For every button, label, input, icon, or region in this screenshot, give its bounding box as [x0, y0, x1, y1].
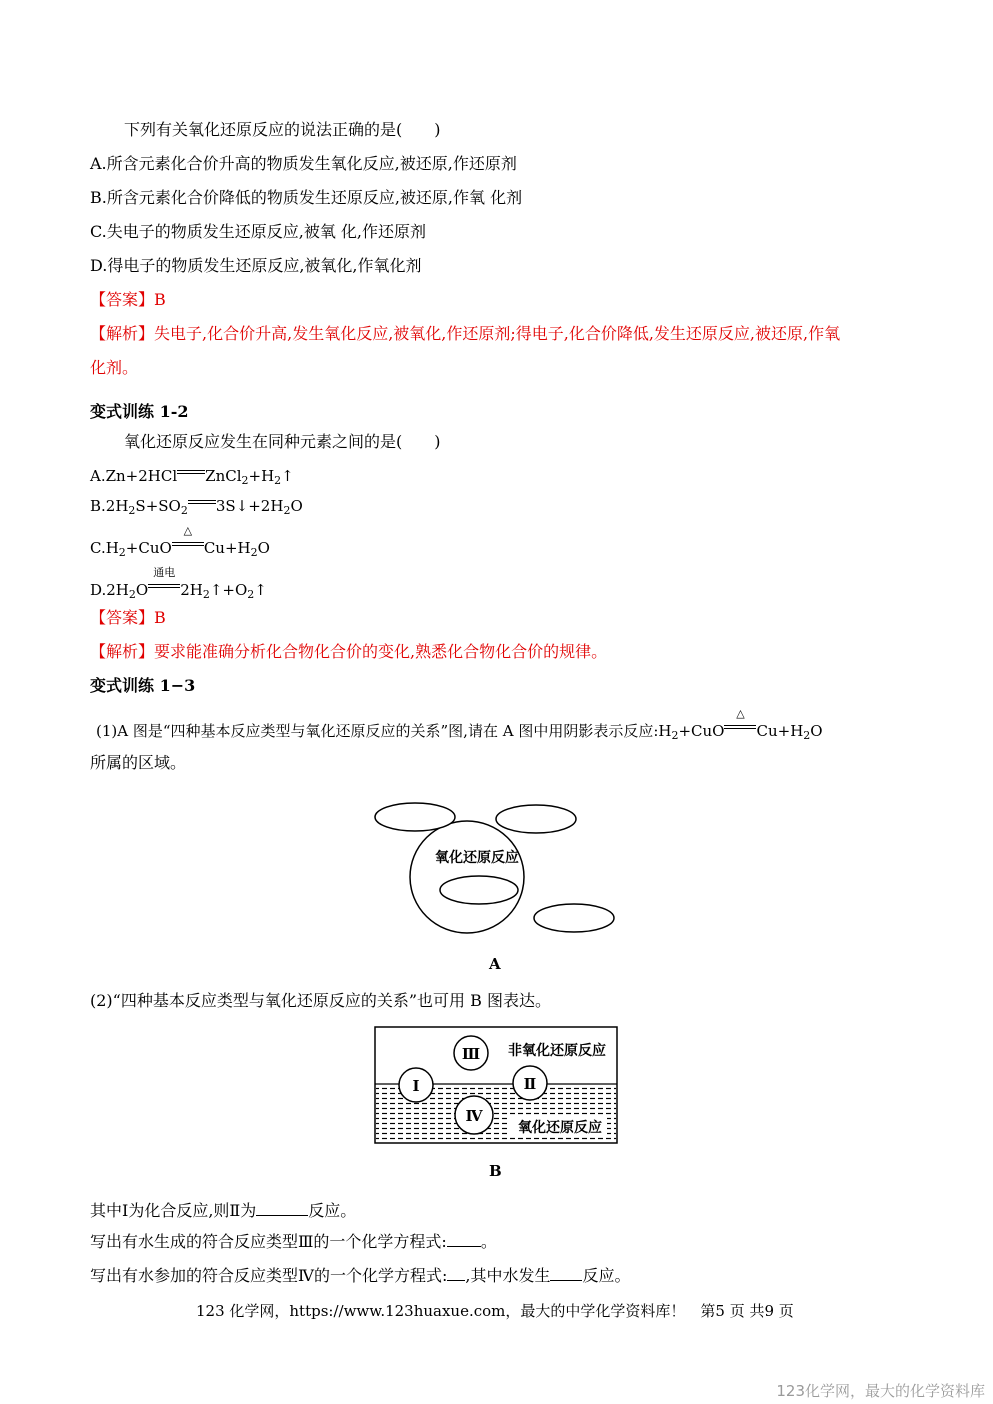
q2-answer	[90, 608, 166, 628]
q3-part1-cont: 所属的区域。	[90, 753, 187, 772]
blank-field[interactable]	[550, 1264, 582, 1281]
q2-option-a: A.Zn+2HCl $ZnCl_2+H_2↑$	[90, 467, 294, 487]
q1-stem: 下列有关氧化还原反应的说法正确的是( )	[124, 120, 441, 139]
answer-label: 【答案】	[90, 608, 155, 627]
q1-option-d: D.得电子的物质发生还原反应,被氧化,作氧化剂	[90, 256, 422, 275]
q3-line3: 写出有水参加的符合反应类型Ⅳ的一个化学方程式: ,其中水发生 反应。	[90, 1266, 631, 1285]
page-footer: 123 化学网，https://www.123huaxue.com，最大的中学化学资料库！ 第5 页 共9 页	[196, 1302, 794, 1320]
redox-label: 氧化还原反应	[518, 1120, 602, 1136]
q1-analysis	[90, 324, 840, 344]
figure-a-center-label: 氧化还原反应	[435, 850, 519, 866]
circle-iii-label: Ⅲ	[461, 1045, 481, 1063]
circle-iv-label: Ⅳ	[465, 1107, 483, 1125]
ellipse-bottom-right	[534, 904, 614, 932]
blank-field[interactable]	[256, 1199, 308, 1216]
blank-field[interactable]	[447, 1230, 481, 1247]
analysis-label: 【解析】	[90, 324, 155, 343]
heat-condition: △	[172, 539, 204, 553]
figure-b-caption: B	[489, 1162, 502, 1180]
electrolysis-condition: 通电	[148, 581, 180, 595]
answer-label: 【答案】	[90, 290, 155, 309]
q1-option-a: A.所含元素化合价升高的物质发生氧化反应,被还原,作还原剂	[90, 154, 517, 173]
q3-line1: 其中Ⅰ为化合反应,则Ⅱ为 反应。	[90, 1201, 357, 1220]
q2-option-d: $D.2H_2O$ 通电 $2H_2↑+O_2↑$	[90, 566, 267, 601]
non-redox-label: 非氧化还原反应	[508, 1043, 606, 1059]
q1-option-b: B.所含元素化合价降低的物质发生还原反应,被还原,作氧 化剂	[90, 188, 523, 207]
q3-line2: 写出有水生成的符合反应类型Ⅲ的一个化学方程式: 。	[90, 1232, 497, 1251]
answer-value: B	[154, 608, 166, 627]
q1-answer	[90, 290, 166, 310]
analysis-text: 要求能准确分析化合物化合价的变化,熟悉化合物化合价的规律。	[154, 642, 608, 661]
q2-analysis	[90, 642, 607, 662]
q2-option-b: $B.2H_2S+SO_2$ $3S↓+2H_2O$	[90, 497, 303, 517]
ellipse-inside	[440, 876, 518, 904]
equals-sign	[188, 497, 216, 511]
q2-option-c: $C.H_2+CuO$ △ $Cu+H_2O$	[90, 524, 270, 559]
equals-sign	[177, 467, 205, 481]
answer-value: B	[154, 290, 166, 309]
q2-heading: 变式训练 1-2	[90, 402, 189, 421]
figure-a-caption: A	[489, 955, 501, 973]
circle-i-label: Ⅰ	[412, 1077, 420, 1095]
circle-ii-label: Ⅱ	[523, 1075, 537, 1093]
q3-part2: (2)“四种基本反应类型与氧化还原反应的关系”也可用 B 图表达。	[90, 991, 551, 1010]
ellipse-top-left	[375, 803, 455, 831]
q3-part1: (1)A 图是“四种基本反应类型与氧化还原反应的关系”图,请在 A 图中用阴影表示反应$:H_2+CuO$ △ $Cu+H_2O$	[96, 707, 823, 742]
q1-option-c: C.失电子的物质发生还原反应,被氧 化,作还原剂	[90, 222, 427, 241]
analysis-label: 【解析】	[90, 642, 155, 661]
figure-b	[374, 1026, 620, 1146]
watermark: 123化学网，最大的化学资料库	[776, 1382, 985, 1400]
q3-heading: 变式训练 1−3	[90, 676, 196, 695]
analysis-text: 失电子,化合价升高,发生氧化反应,被氧化,作还原剂;得电子,化合价降低,发生还原反应,被还原,作氧	[154, 324, 841, 343]
q2-stem: 氧化还原反应发生在同种元素之间的是( )	[124, 432, 441, 451]
heat-condition: △	[724, 722, 756, 736]
ellipse-top-right	[496, 805, 576, 833]
figure-a	[370, 790, 620, 940]
blank-field[interactable]	[447, 1264, 465, 1281]
q1-analysis-cont: 化剂。	[90, 358, 139, 377]
